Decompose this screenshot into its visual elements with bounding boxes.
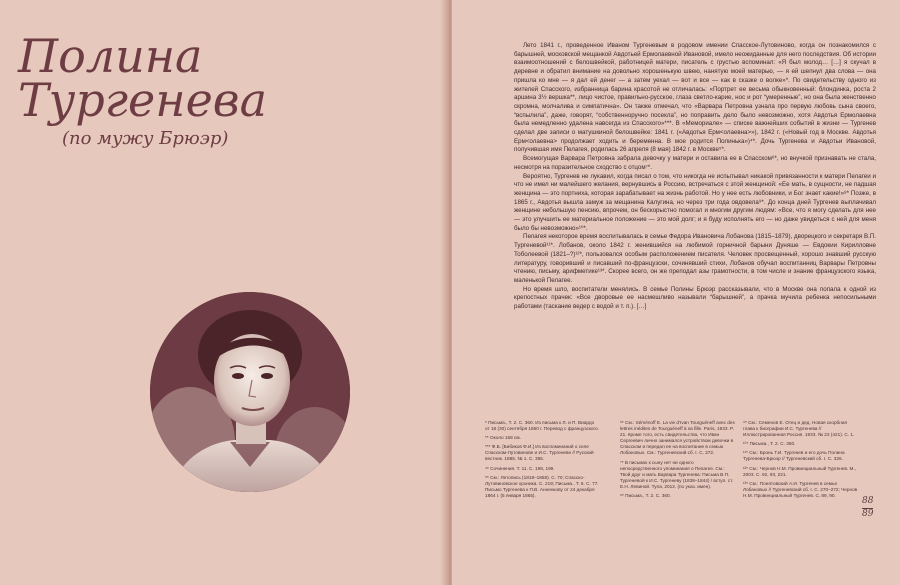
footnote: ⁵* См.: Летопись (1818–1858). С. 70; Спасско-Лутовиновское хроника. С. 219; Письма., Т. 6. С. 77. Письмо Тургенева к П.В. Анненкову от 24 декабря 1864 г. (5 января 1865). xyxy=(485,474,599,498)
portrait-photo xyxy=(150,292,350,492)
paragraph: Пелагея некоторое время воспитывалась в семье Федора Ивановича Лобанова (1815–1879), дворецкого и секретаря В.П. Тургеневой¹¹*. Лобанов, около 1842 г. женившийся на любимой горничной барыни Дуняше — Евдокии Кирилловне Тоболеевой (1821–?)¹²*, пользовался особым расположением писателя. Человек просвещенный, хорошо знавший русскую литературу, говоривший и писавший по-французски, сочинявший стихи, Лобанов обучал воспитанниц Варвары Петровны чтению, письму, арифметике¹³*. Скорее всего, он же преподал азы грамотности, в том числе и знание французского языка, маленькой Пелагее. xyxy=(514,233,876,284)
page-number-right: 89 xyxy=(862,509,874,519)
portrait-image xyxy=(150,292,350,492)
footnote: ¹²* См.: Чернов Н.М. Провинциальный Тургенев. М., 2003. С. 92, 93, 221. xyxy=(743,465,857,477)
paragraph: Вероятно, Тургенев не лукавил, когда писал о том, что никогда не испытывал никакой привязанности к матери Пелагеи и что не имел ни малейшего желания, вернувшись в Россию, встречаться с этой женщиной: «Ее мать, в сущности, не падшая женщина — это портниха, которая зарабатывает на жизнь работой. Но у нее есть любовники, и Бог знает какие!»⁸* Позже, в 1865 г., Авдотья вышла замуж за мещанина Калугина, но через три года овдовела⁹*. До конца дней Тургенев выплачивал женщине небольшую пенсию, впрочем, он бескорыстно помогал и многим другим людям: «Все, что я могу сделать для нее — это улучшить ее материальное положение — это мой долг; и я буду исполнять его — но даже увидеться с ней для меня было бы невозможно»¹⁰*. xyxy=(514,172,876,232)
title-line-1: Полина xyxy=(18,29,203,83)
main-body-text xyxy=(514,42,876,312)
page-number-left: 88 xyxy=(862,496,874,506)
footnote: ⁷* В письмах к сыну нет ни одного непосредственного упоминания о Пелагее. См.: Твой друг и мать Варвара Тургенева: Письма В.П. Тургеневой к И.С. Тургеневу (1838–1844) / вступ. ст. Е.Н. Левиной. Тула, 2012. (по указ. имен). xyxy=(620,459,734,489)
footnote: * Письма., Т. 2. С. 360. Из письма к Л. и П. Виардо от 18 (30) сентября 1850 г. Перевод с французского. xyxy=(485,420,600,432)
footnote: ⁹* См.: Семенов Е. Отец и дед. Новая скорбная глава к биографии И.С. Тургенева // Иллюстрированная Россия. 1933. № 23 (421). С. 1. xyxy=(743,420,855,438)
footnote: ** Около 158 см. xyxy=(485,435,521,441)
footnote: *** Ф.Б. [Бибиков Ф.И.] Из воспоминаний о селе Спасском-Лутовинове и И.С. Тургеневе // Русский вестник. 1885. № 1. С. 355. xyxy=(485,444,594,462)
footnote: ⁸* Письма., Т. 2. С. 360. xyxy=(620,493,671,499)
footnotes-column-2 xyxy=(620,420,735,502)
paragraph: Но время шло, воспитатели менялись. В семье Полины Брюэр рассказывали, что в Москве она попала к одной из крепостных прачек: «Все дворовые ее насмешливо называли “барышней”, а прачка мучила ребенка непосильными работами (таскание ведер с водой и т. п.). […] xyxy=(514,285,876,311)
paragraph: Всемогущая Варвара Петровна забрала девочку у матери и оставила ее в Спасском⁶*, но внучкой признавать не стала, несмотря на поразительное сходство с отцом⁷*. xyxy=(514,155,876,171)
footnotes-column-1 xyxy=(485,420,600,502)
left-page xyxy=(0,0,448,585)
page-subtitle: (по мужу Брюэр) xyxy=(62,128,229,149)
footnote: ¹⁰* Письма., Т. 2. С. 360. xyxy=(743,441,796,447)
title-line-2: Тургенева xyxy=(18,73,268,127)
footnote: ¹³* См.: Понятовский А.И. Тургенев в семье Лобановых // Тургеневский сб. I. С. 270–272; Чернов Н.М. Провинциальный Тургенев. С. 89, 90. xyxy=(743,480,858,498)
footnotes-column-3 xyxy=(743,420,858,502)
paragraph: Лето 1841 г., проведенное Иваном Тургеневым в родовом имении Спасское-Лутовиново, когда он познакомился с барышней, московской мещанкой Авдотьей Ермолаевной Ивановой, имело неожиданные для него последствия. Об истории взаимоотношений с белошвейкой, работницей матери, писатель с грустью вспоминал: «Я был молод… […] я скучал в деревне и обратил внимание на довольно хорошенькую швею, нанятую моей матерью, — я ей шепнул два слова — она пришла ко мне — я дал ей денег — а затем уехал — вот и все — как в сказке о волке»*. По свидетельству одного из жителей Спасского, избранница барина красотой не отличалась: «Портрет ее весьма обыкновенный: блондинка, роста 2 аршина 3½ вершка**, лицо чистое, правильно-русское, глаза светло-карие, нос и рот “умеренные”, но она была женственно скромна, молчалива и симпатична». Он также отмечал, что «Варвара Петровна узнала про первую любовь сына своего, “вспылила”, даже, говорят, “собственноручно посекла”, но поправить дело было невозможно, хотя Авдотья Ермолаевна была немедленно удалена навсегда из Спасского»***. В «Мемориале» — списке важнейших событий в жизни — Тургенев сделал две записи о матушкиной белошвейке: 1841 г. («Авдотья Ерм<олаевна>»), 1842 г. («Новый год в Москве. Авдотья Ерм<олаевна> продолжает ходить и беременна. В мое родится Полинька»)⁴*. Дочь Тургенева и Авдотьи Ивановой, получившая имя Пелагея, родилась 26 апреля (8 мая) 1842 г. в Москве⁵*. xyxy=(514,42,876,154)
footnote: ⁶* См.: Séménoff E. La vie d’Ivan Tourguéneff avec des lettres inédites de Tourguéneff à sa fille. Paris, 1933. P. 21. Кроме того, есть свидетельства, что Иван Сергеевич лично занимался устройством девочки в Спасском и передал ее на воспитание в семью Лобановых. См.: Тургеневский сб. I. С. 272. xyxy=(620,420,735,456)
page-title xyxy=(18,29,268,127)
footnote: ⁴* Сочинения. Т. 11. С. 198, 199. xyxy=(485,465,555,471)
footnote: ¹¹* См.: Бронь Т.И. Тургенев и его дочь Полина Тургенева-Брюэр // Тургеневский сб. I. С. 326. xyxy=(743,450,845,462)
